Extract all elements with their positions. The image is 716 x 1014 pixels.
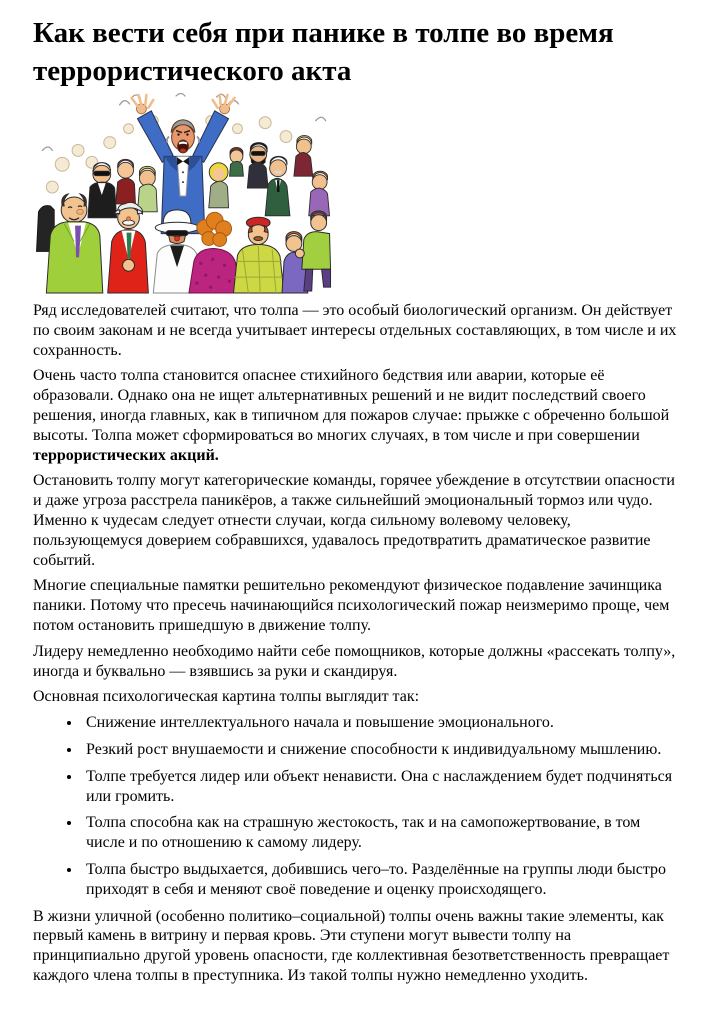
list-item: • Толпе требуется лидер или объект ненависти. Она с наслаждением будет подчиняться или громить. — [82, 767, 680, 807]
paragraph-crowd-danger — [33, 366, 680, 465]
paragraph-closing: В жизни уличной (особенно политико–социальной) толпы очень важны такие элементы, как первый камень в витрину и первая кровь. Эти ступени могут вывести толпу на принципиально другой уровень опасности, где коллективная безответственность превращает каждого члена толпы в преступника. Из такой толпы нужно немедленно уходить. — [33, 907, 670, 984]
crowd-illustration — [33, 93, 333, 295]
crowd-panic-cartoon-icon — [33, 93, 333, 295]
terrorist-acts-bold-text: террористических акций. — [33, 446, 219, 464]
list-item: • Резкий рост внушаемости и снижение способности к индивидуальному мышлению. — [82, 740, 680, 760]
list-item: • Толпа быстро выдыхается, добившись чего–то. Разделённые на группы люди быстро приходят в себя и меняют своё поведение и оценку происходящего. — [82, 860, 680, 900]
paragraph-suppress-instigator: Многие специальные памятки решительно рекомендуют физическое подавление зачинщика паники. Потому что пресечь начинающийся психологический пожар неизмеримо проще, чем потом остановить пришедшую в движение толпу. — [33, 577, 670, 634]
paragraph-crowd-danger-text: Очень часто толпа становится опаснее стихийного бедствия или аварии, которые её образовали. Однако она не ищет альтернативных решений и не видит последствий своего решения, иногда главных, как в типичном для пожаров случае: прыжке с обреченно большой высоты. Толпа может сформироваться во многих случаях, в том числе и при совершении — [33, 367, 670, 444]
page-title: Как вести себя при панике в толпе во время террористического акта — [33, 17, 614, 87]
paragraph-leader-helpers: Лидеру немедленно необходимо найти себе помощников, которые должны «рассекать толпу», иногда и буквально — взявшись за руки и скандируя. — [33, 642, 676, 680]
document-page — [0, 14, 716, 1014]
list-intro: Основная психологическая картина толпы выглядит так: — [33, 688, 420, 706]
list-item: • Снижение интеллектуального начала и повышение эмоционального. — [82, 713, 680, 733]
paragraph-crowd-organism: Ряд исследователей считают, что толпа — это особый биологический организм. Он действует по своим законам и не всегда учитывает интересы отдельных составляющих, в том числе и их сохранность. — [33, 302, 677, 359]
crowd-psychology-list — [33, 713, 680, 899]
list-item: • Толпа способна как на страшную жестокость, так и на самопожертвование, в том числе и по отношению к самому лидеру. — [82, 813, 680, 853]
paragraph-stopping-crowd: Остановить толпу могут категорические команды, горячее убеждение в отсутствии опасности и даже угроза расстрела паникёров, а также сильнейший эмоциональный тормоз или чудо. Именно к чудесам следует отнести случаи, когда сильному волевому человеку, пользующемуся доверием собравшихся, удавалось предотвратить драматическое развитие событий. — [33, 472, 675, 569]
